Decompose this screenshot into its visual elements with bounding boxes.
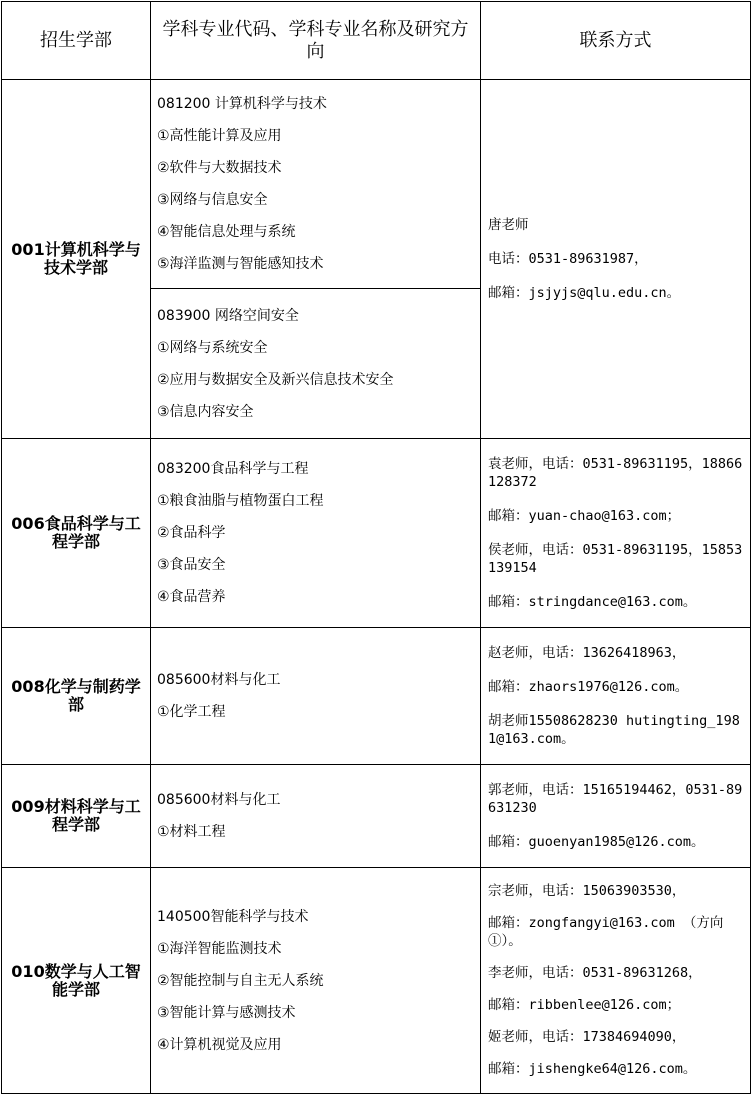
research-direction: ①材料工程 <box>157 824 226 840</box>
header-major-text: 学科专业代码、学科专业名称及研究方向 <box>162 18 469 62</box>
majors-cell <box>151 868 481 1094</box>
dept-cell: 010数学与人工智能学部 <box>2 868 151 1094</box>
contacts-cell <box>481 80 751 439</box>
majors-cell <box>151 439 481 628</box>
dept-cell: 006食品科学与工程学部 <box>2 439 151 628</box>
contact-line: 赵老师，电话：13626418963， <box>488 645 686 661</box>
contact-line: 邮箱：stringdance@163.com。 <box>488 594 697 610</box>
research-direction: ①海洋智能监测技术 <box>157 940 282 957</box>
contacts-cell <box>481 439 751 628</box>
contact-line: 郭老师，电话：15165194462，0531-89631230 <box>488 782 743 816</box>
research-direction: ①网络与系统安全 <box>157 339 268 356</box>
dept-cell: 001计算机科学与技术学部 <box>2 80 151 439</box>
contact-line: 袁老师，电话：0531-89631195，18866128372 <box>488 456 743 490</box>
table-row <box>2 439 751 628</box>
contact-line: 邮箱：guoenyan1985@126.com。 <box>488 834 705 850</box>
header-row <box>2 2 751 80</box>
header-dept: 招生学部 <box>2 2 151 80</box>
contact-line: 邮箱：zongfangyi@163.com （方向①）。 <box>488 915 724 949</box>
research-direction: ③智能计算与感测技术 <box>157 1004 296 1021</box>
contact-line: 邮箱：zhaors1976@126.com。 <box>488 679 689 695</box>
research-direction: ①化学工程 <box>157 704 226 720</box>
dept-cell: 009材料科学与工程学部 <box>2 765 151 868</box>
research-direction: ③信息内容安全 <box>157 403 254 420</box>
table-row <box>2 765 751 868</box>
contact-line: 宗老师，电话：15063903530， <box>488 883 686 899</box>
header-contact: 联系方式 <box>481 2 751 80</box>
research-direction: ④计算机视觉及应用 <box>157 1036 282 1053</box>
major-title: 085600材料与化工 <box>157 792 281 808</box>
research-direction: ②智能控制与自主无人系统 <box>157 972 324 989</box>
contact-line: 邮箱：jsjyjs@qlu.edu.cn。 <box>488 285 681 301</box>
contact-line: 电话：0531-89631987， <box>488 251 648 267</box>
major-title: 083900 网络空间安全 <box>157 307 299 324</box>
table-row <box>2 868 751 1094</box>
major-title: 140500智能科学与技术 <box>157 908 309 925</box>
admissions-table <box>1 1 751 1094</box>
contact-line: 邮箱：ribbenlee@126.com； <box>488 997 681 1013</box>
table-row <box>2 628 751 765</box>
contact-line: 邮箱：yuan-chao@163.com； <box>488 508 681 524</box>
contact-line: 邮箱：jishengke64@126.com。 <box>488 1061 697 1077</box>
contact-line: 姬老师，电话：17384694090， <box>488 1029 686 1045</box>
major-title: 085600材料与化工 <box>157 672 281 688</box>
research-direction: ①粮食油脂与植物蛋白工程 <box>157 493 324 509</box>
research-direction: ②应用与数据安全及新兴信息技术安全 <box>157 371 394 388</box>
research-direction: ③网络与信息安全 <box>157 192 268 208</box>
contacts-cell <box>481 628 751 765</box>
research-direction: ②软件与大数据技术 <box>157 160 282 176</box>
contact-line: 侯老师，电话：0531-89631195，15853139154 <box>488 542 743 576</box>
contact-line: 李老师，电话：0531-89631268， <box>488 965 702 981</box>
majors-cell <box>151 80 481 289</box>
majors-cell <box>151 765 481 868</box>
research-direction: ③食品安全 <box>157 557 226 573</box>
dept-cell: 008化学与制药学部 <box>2 628 151 765</box>
contact-line: 唐老师 <box>488 217 529 233</box>
research-direction: ①高性能计算及应用 <box>157 128 282 144</box>
research-direction: ⑤海洋监测与智能感知技术 <box>157 256 324 272</box>
research-direction: ④智能信息处理与系统 <box>157 224 296 240</box>
major-title: 081200 计算机科学与技术 <box>157 96 327 112</box>
contacts-cell <box>481 868 751 1094</box>
research-direction: ④食品营养 <box>157 589 226 605</box>
majors-cell <box>151 289 481 439</box>
contact-line: 胡老师15508628230 hutingting_1981@163.com。 <box>488 713 740 747</box>
contacts-cell <box>481 765 751 868</box>
major-title: 083200食品科学与工程 <box>157 461 309 477</box>
header-major <box>151 2 481 80</box>
majors-cell <box>151 628 481 765</box>
table-row <box>2 80 751 289</box>
research-direction: ②食品科学 <box>157 525 226 541</box>
